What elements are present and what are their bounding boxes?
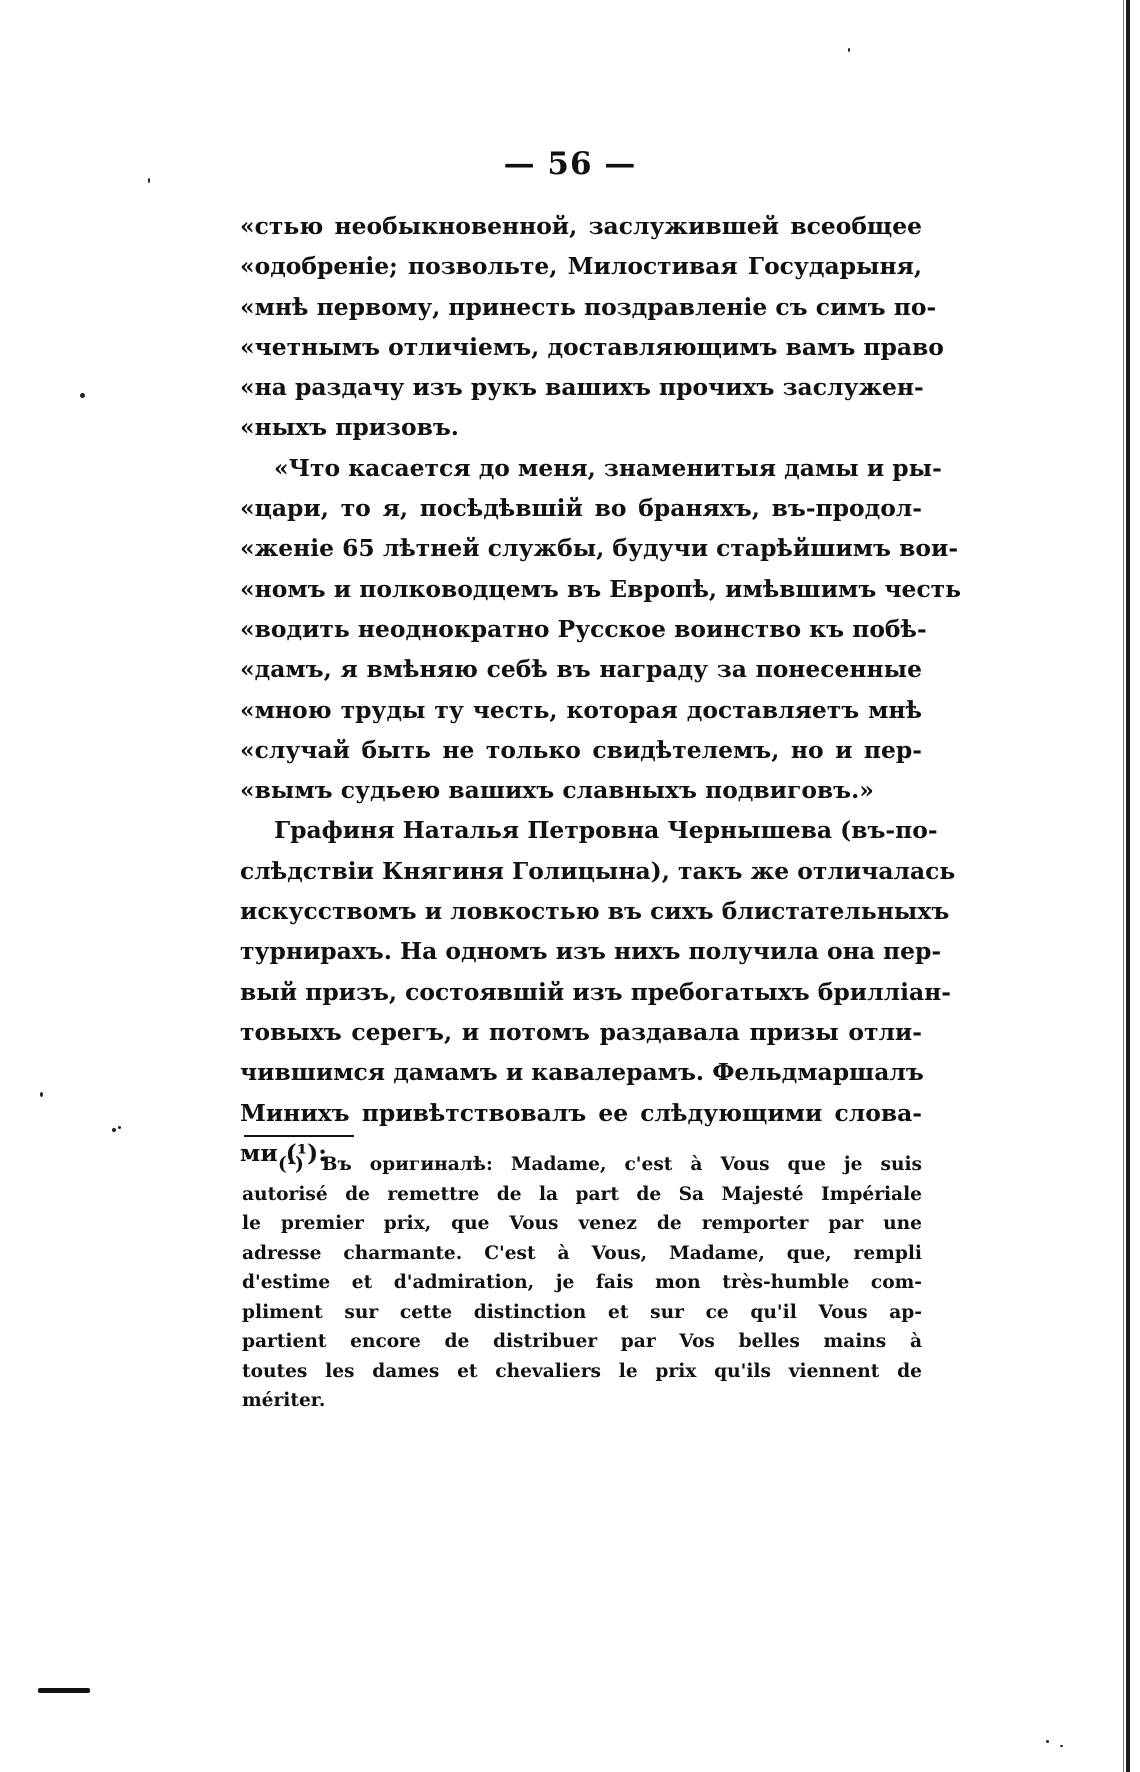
text-line: «цари, то я, посѣдѣвшій во браняхъ, въ-продол-	[240, 494, 922, 523]
text-line: чившимся дамамъ и кавалерамъ. Фельдмаршалъ	[240, 1058, 924, 1087]
text-line: «ныхъ призовъ.	[240, 413, 459, 442]
scan-speck	[40, 1092, 43, 1097]
footnote-line: le premier prix, que Vous venez de remporter par une	[242, 1213, 922, 1234]
scan-speck	[848, 48, 850, 52]
footnote-divider	[244, 1135, 354, 1137]
text-line: «водить неоднократно Русское воинство къ побѣ-	[240, 614, 927, 643]
text-line: «стью необыкновенной, заслужившей всеобщее	[240, 212, 922, 240]
scan-border-edge	[1126, 0, 1130, 1772]
paragraph-countess	[240, 810, 956, 1173]
text-line: «одобреніе; позвольте, Милостивая Государыня,	[240, 252, 922, 281]
text-line: «вымъ судьею вашихъ славныхъ подвиговъ.»	[240, 776, 874, 805]
footnote-line: adresse charmante. C'est à Vous, Madame, que, rempli	[242, 1242, 922, 1264]
text-line: «на раздачу изъ рукъ вашихъ прочихъ заслужен-	[240, 373, 924, 402]
text-line: слѣдствіи Княгиня Голицына), такъ же отличалась	[240, 856, 956, 885]
text-line: Минихъ привѣтствовалъ ее слѣдующими слова-	[240, 1098, 922, 1127]
scan-speck	[80, 393, 85, 398]
paragraph-quote-end	[240, 206, 944, 448]
main-text	[240, 206, 962, 1173]
text-line: «мнѣ первому, принесть поздравленіе съ симъ по-	[240, 292, 937, 321]
scan-speck	[112, 1128, 116, 1132]
scan-speck	[1046, 1740, 1049, 1743]
text-line: «четнымъ отличіемъ, доставляющимъ вамъ право	[240, 332, 944, 361]
text-line: Графиня Наталья Петровна Чернышева (въ-по-	[274, 816, 938, 845]
scan-speck	[1060, 1745, 1063, 1747]
page-number: — 56 —	[503, 146, 637, 182]
text-line: «Что касается до меня, знаменитыя дамы и ры-	[274, 453, 942, 482]
text-line: «женіе 65 лѣтней службы, будучи старѣйшимъ вои-	[240, 534, 959, 563]
text-line: «дамъ, я вмѣняю себѣ въ награду за понесенные	[240, 655, 922, 684]
footnote-line: (¹) Въ оригиналѣ: Madame, c'est à Vous que je suis	[278, 1154, 922, 1175]
footnote-line: d'estime et d'admiration, je fais mon très-humble com-	[242, 1272, 922, 1293]
text-line: вый призъ, состоявшій изъ пребогатыхъ брилліан-	[240, 977, 951, 1006]
footnote-line: mériter.	[242, 1390, 326, 1411]
text-line: искусствомъ и ловкостью въ сихъ блистательныхъ	[240, 897, 950, 926]
paragraph-quote-mine	[240, 448, 962, 811]
footnote-line: partient encore de distribuer par Vos belles mains à	[242, 1331, 922, 1352]
scan-speck	[118, 1126, 121, 1129]
footnote-line: pliment sur cette distinction et sur ce qu'il Vous ap-	[242, 1301, 922, 1323]
text-line: «мною труды ту честь, которая доставляетъ мнѣ	[240, 695, 922, 724]
footnote-line: autorisé de remettre de la part de Sa Majesté Impériale	[242, 1183, 922, 1205]
text-line: «номъ и полководцемъ въ Европѣ, имѣвшимъ честь	[240, 574, 962, 603]
scan-border-shadow	[1123, 0, 1124, 1772]
scan-ink-mark	[38, 1688, 90, 1693]
text-line: товыхъ серегъ, и потомъ раздавала призы отли-	[240, 1017, 922, 1046]
text-line: турнирахъ. На одномъ изъ нихъ получила она пер-	[240, 937, 942, 966]
footnote-line: toutes les dames et chevaliers le prix qu'ils viennent de	[242, 1360, 922, 1382]
text-line: ми (¹):	[240, 1138, 327, 1167]
footnote	[242, 1150, 922, 1416]
text-line: «случай быть не только свидѣтелемъ, но и пер-	[240, 735, 922, 764]
